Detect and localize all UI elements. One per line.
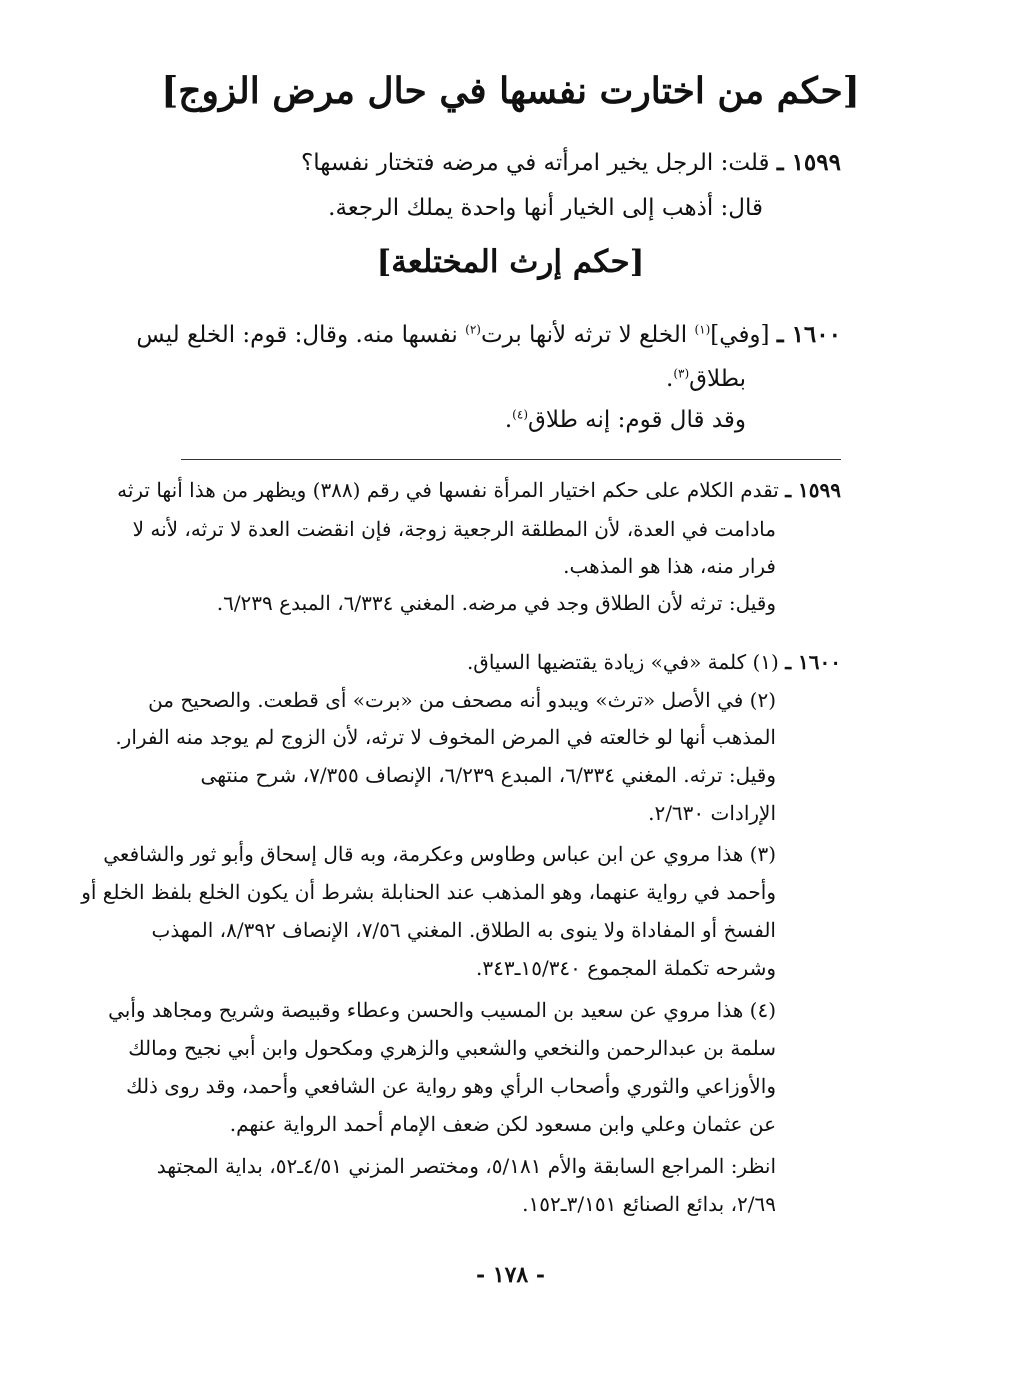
q1599-question: قلت: الرجل يخير امرأته في مرضه فتختار نفسها؟	[301, 150, 770, 176]
footnote-ref-2: (٢)	[465, 322, 481, 337]
q1599-number: ١٥٩٩ ـ	[776, 149, 841, 176]
fn1600-line-5: الإرادات ٢/٦٣٠.	[648, 801, 776, 825]
fn1600-line-15: ٢/٦٩، بدائع الصنائع ٣/١٥١ـ١٥٢.	[522, 1192, 776, 1216]
q1600-text-b: الخلع لا ترثه لأنها برت	[480, 322, 688, 348]
fn1600-line-6: (٣) هذا مروي عن ابن عباس وطاوس وعكرمة، وبه قال إسحاق وأبو ثور والشافعي	[103, 842, 776, 866]
fn1600-line-2: (٢) في الأصل «ترث» ويبدو أنه مصحف من «برت» أى قطعت. والصحيح من	[148, 688, 776, 712]
q1599-answer: قال: أذهب إلى الخيار أنها واحدة يملك الرجعة.	[328, 195, 763, 221]
fn1600-line-4: وقيل: ترثه. المغني ٦/٣٣٤، المبدع ٦/٢٣٩، الإنصاف ٧/٣٥٥، شرح منتهى	[200, 763, 776, 787]
fn1600-line-8: الفسخ أو المفاداة ولا ينوى به الطلاق. المغني ٧/٥٦، الإنصاف ٨/٣٩٢، المهذب	[151, 918, 776, 942]
section-heading-khula-inheritance: [حكم إرث المختلعة]	[376, 244, 645, 280]
fn1600-line-9: وشرحه تكملة المجموع ١٥/٣٤٠ـ٣٤٣.	[476, 956, 776, 980]
q1600-line-2	[666, 364, 746, 394]
fn1600-line-14: انظر: المراجع السابقة والأم ٥/١٨١، ومختصر المزني ٤/٥١ـ٥٢، بداية المجتهد	[156, 1154, 776, 1178]
fn1600-line-13: عن عثمان وعلي وابن مسعود لكن ضعف الإمام أحمد الرواية عنهم.	[229, 1112, 776, 1136]
fn1599-number: ١٥٩٩ ـ	[785, 478, 841, 502]
fn1600-line-11: سلمة بن عبدالرحمن والنخعي والشعبي والزهري ومكحول وابن أبي نجيح ومالك	[128, 1036, 776, 1060]
page-number: - ١٧٨ -	[475, 1262, 546, 1288]
footnote-divider	[181, 459, 841, 460]
fn1599-line-2: مادامت في العدة، لأن المطلقة الرجعية زوجة، فإن انقضت العدة لا ترثه، لأنه لا	[132, 517, 776, 541]
q1600-text-e: .	[666, 366, 674, 392]
fn1600-line-7: وأحمد في رواية عنهما، وهو المذهب عند الحنابلة بشرط أن يكون الخلع بلفظ الخلع أو	[81, 880, 776, 904]
q1600-text-a: [وفي]	[710, 322, 770, 348]
footnote-ref-4: (٤)	[512, 407, 528, 422]
q1600-line-1	[136, 320, 841, 350]
fn1600-line-10: (٤) هذا مروي عن سعيد بن المسيب والحسن وعطاء وقبيصة وشريح ومجاهد وأبي	[108, 998, 776, 1022]
q1600-text-f: وقد قال قوم: إنه طلاق	[528, 407, 746, 433]
q1600-text-c: نفسها منه. وقال: قوم: الخلع ليس	[136, 322, 458, 348]
section-heading-sick-husband: [حكم من اختارت نفسها في حال مرض الزوج]	[161, 70, 860, 112]
fn1600-text-1: (١) كلمة «في» زيادة يقتضيها السياق.	[466, 650, 779, 674]
footnote-ref-3: (٣)	[673, 366, 690, 381]
fn1599-text-1: تقدم الكلام على حكم اختيار المرأة نفسها في رقم (٣٨٨) ويظهر من هذا أنها ترثه	[117, 478, 779, 502]
fn1599-line-4: وقيل: ترثه لأن الطلاق وجد في مرضه. المغني ٦/٣٣٤، المبدع ٦/٢٣٩.	[216, 591, 776, 615]
q1600-line-3	[505, 405, 746, 435]
fn1600-line-12: والأوزاعي والثوري وأصحاب الرأي وهو رواية عن الشافعي وأحمد، وقد روى ذلك	[126, 1074, 776, 1098]
fn1599-line-3: فرار منه، هذا هو المذهب.	[563, 554, 776, 578]
fn1599-line-1	[117, 476, 841, 504]
footnote-ref-1: (١)	[694, 322, 711, 337]
q1600-text-d: بطلاق	[689, 366, 746, 392]
fn1600-number: ١٦٠٠ ـ	[785, 650, 841, 674]
fn1600-line-1	[467, 648, 841, 676]
q1599-line-1	[301, 148, 841, 178]
q1600-text-g: .	[504, 407, 513, 433]
fn1600-line-3: المذهب أنها لو خالعته في المرض المخوف لا ترثه، لأن الزوج لم يوجد منه الفرار.	[115, 725, 776, 749]
q1600-number: ١٦٠٠ ـ	[776, 321, 841, 348]
